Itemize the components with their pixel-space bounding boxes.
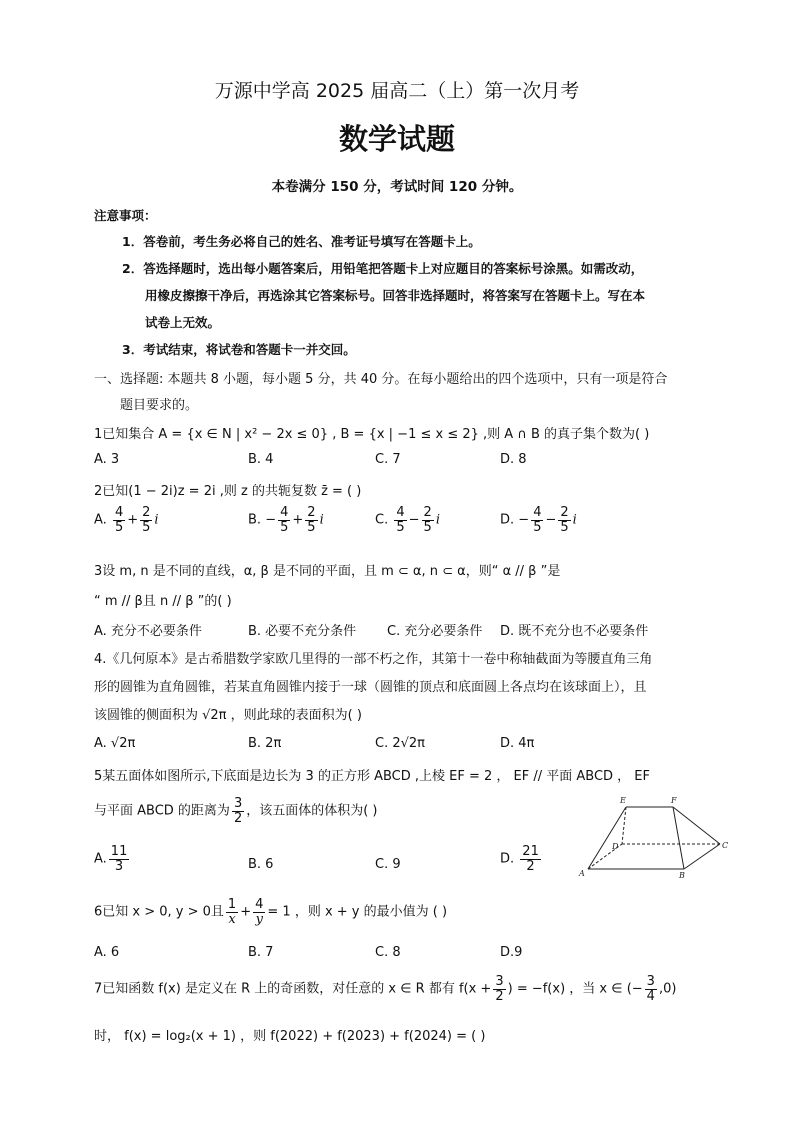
q5-stem-cont: 与平面 ABCD 的距离为 $\frac{3}{2}$ ，该五面体的体积为( ): [94, 796, 378, 826]
section-heading-cont: 题目要求的。: [120, 398, 199, 413]
edge-bc: [684, 844, 720, 869]
q4-stem: 4.《几何原本》是古希腊数学家欧几里得的一部不朽之作，其第十一卷中称轴截面为等腰直角三角: [94, 652, 653, 667]
q6-stem: 6已知 x > 0, y > 0且 $\frac{1}{x}$ + $\frac{4}{y}$ = 1 ，则 x + y 的最小值为 ( ): [94, 897, 448, 927]
q3-option-a: A. 充分不必要条件: [94, 624, 202, 639]
q2-option-a: A. $\frac{4}{5}$ + $\frac{2}{5}$ i: [94, 505, 159, 535]
subject-title: 数学试题: [338, 122, 455, 156]
exam-title: 万源中学高 2025 届高二（上）第一次月考: [214, 80, 580, 102]
q3-stem: 3设 m, n 是不同的直线，α, β 是不同的平面，且 m ⊂ α, n ⊂ α，则“ α // β ”是: [94, 564, 561, 579]
q4-option-b: B. 2π: [248, 736, 282, 751]
q1-stem: 1已知集合 A = {x ∈ N | x² − 2x ≤ 0} , B = {x | −1 ≤ x ≤ 2} ,则 A ∩ B 的真子集个数为( ): [94, 427, 650, 442]
label-e: E: [620, 796, 626, 805]
q2-option-d: D. − $\frac{4}{5}$ − $\frac{2}{5}$ i: [500, 505, 577, 535]
q2-option-b: B. − $\frac{4}{5}$ + $\frac{2}{5}$ i: [248, 505, 324, 535]
q3-option-b: B. 必要不充分条件: [248, 624, 357, 639]
q4-option-c: C. 2√2π: [375, 736, 425, 751]
q6-option-a: A. 6: [94, 945, 120, 960]
q3-option-d: D. 既不充分也不必要条件: [500, 624, 649, 639]
note-item: 试卷上无效。: [145, 315, 221, 330]
label-c: C: [722, 841, 729, 850]
q4-option-d: D. 4π: [500, 736, 535, 751]
q5-stem: 5某五面体如图所示,下底面是边长为 3 的正方形 ABCD ,上棱 EF = 2 ， EF // 平面 ABCD ， EF: [94, 769, 650, 784]
edge-fb: [673, 807, 684, 869]
q1-option-d: D. 8: [500, 452, 527, 467]
q4-option-a: A. √2π: [94, 736, 136, 751]
q7-stem: 7已知函数 f(x) 是定义在 R 上的奇函数，对任意的 x ∈ R 都有 f(x + $\frac{3}{2}$ ) = −f(x) ，当 x ∈ (− $\frac{3}{4}$ ,0): [94, 974, 677, 1004]
q7-stem-cont: 时， f(x) = log₂(x + 1) ，则 f(2022) + f(2023) + f(2024) = ( ): [94, 1029, 486, 1044]
q1-option-a: A. 3: [94, 452, 120, 467]
edge-ae: [588, 807, 626, 869]
exam-info: 本卷满分 150 分，考试时间 120 分钟。: [271, 179, 523, 195]
label-d: D: [612, 842, 619, 851]
q5-option-d: D. $\frac{21}{2}$: [500, 844, 539, 874]
section-heading: 一、选择题: 本题共 8 小题，每小题 5 分，共 40 分。在每小题给出的四个选项中，只有一项是符合: [94, 372, 668, 387]
edge-fc: [673, 807, 720, 844]
q3-option-c: C. 充分必要条件: [387, 624, 483, 639]
q4-stem-cont: 该圆锥的侧面积为 √2π ，则此球的表面积为( ): [94, 708, 362, 723]
q3-stem-cont: “ m // β且 n // β ”的( ): [94, 594, 232, 609]
q2-option-c: C. $\frac{4}{5}$ − $\frac{2}{5}$ i: [375, 505, 440, 535]
q5-option-a: A. $\frac{11}{3}$: [94, 844, 128, 874]
q4-stem-cont: 形的圆锥为直角圆锥，若某直角圆锥内接于一球（圆锥的顶点和底面圆上各点均在该球面上），且: [94, 680, 647, 695]
q2-stem: 2已知(1 − 2i)z = 2i ,则 z 的共轭复数 z̄ = ( ): [94, 484, 362, 499]
pentahedron-figure: [570, 792, 730, 882]
label-b: B: [679, 871, 685, 880]
note-item: 1．答卷前，考生务必将自己的姓名、准考证号填写在答题卡上。: [122, 234, 481, 249]
q6-option-d: D.9: [500, 945, 523, 960]
q5-option-c: C. 9: [375, 857, 401, 872]
label-f: F: [671, 796, 677, 805]
note-item: 2．答选择题时，选出每小题答案后，用铅笔把答题卡上对应题目的答案标号涂黑。如需改动，: [122, 261, 644, 276]
notes-heading: 注意事项：: [94, 208, 157, 223]
note-item: 用橡皮擦擦干净后，再选涂其它答案标号。回答非选择题时，将答案写在答题卡上。写在本: [145, 288, 646, 303]
q6-option-c: C. 8: [375, 945, 401, 960]
note-item: 3．考试结束，将试卷和答题卡一并交回。: [122, 342, 356, 357]
q6-option-b: B. 7: [248, 945, 274, 960]
q1-option-c: C. 7: [375, 452, 401, 467]
q5-option-b: B. 6: [248, 857, 274, 872]
label-a: A: [579, 869, 585, 878]
q1-option-b: B. 4: [248, 452, 274, 467]
